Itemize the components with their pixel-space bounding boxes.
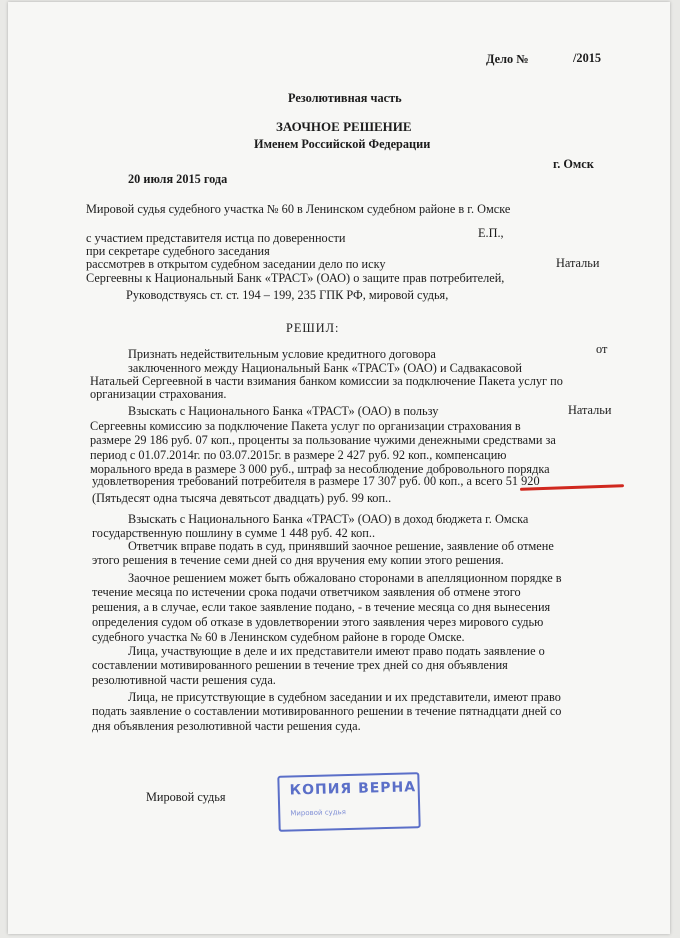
body-line: Лица, участвующие в деле и их представители имеют право подать заявление о [128,644,545,658]
body-line: с участием представителя истца по доверенности [86,231,346,245]
body-line: резолютивной части решения суда. [92,673,276,687]
body-line: от [596,342,608,356]
body-line: течение месяца по истечении срока подачи ответчиком заявления об отмене этого [92,585,521,599]
body-line: период с 01.07.2014г. по 03.07.2015г. в размере 2 427 руб. 92 коп., компенсацию [90,448,507,462]
body-line: удовлетворения требований потребителя в размере 17 307 руб. 00 коп., а всего 51 920 [92,474,540,488]
body-line: Ответчик вправе подать в суд, принявший заочное решение, заявление об отмене [128,539,554,553]
body-line: Сергеевны комиссию за подключение Пакета услуг по организации страхования в [90,419,521,433]
body-line: Натальи [556,256,600,270]
body-line: Заочное решением может быть обжаловано сторонами в апелляционном порядке в [128,571,562,585]
body-line: Руководствуясь ст. ст. 194 – 199, 235 ГПК РФ, мировой судья, [126,288,449,302]
body-line: Признать недействительным условие кредитного договора [128,347,436,361]
case-year: /2015 [573,51,602,65]
resolved-heading: РЕШИЛ: [286,321,340,335]
body-line: дня объявления резолютивной части решения суда. [92,719,361,733]
body-line: рассмотрев в открытом судебном заседании дело по иску [86,257,386,271]
body-line: подать заявление о составлении мотивированного решении в течение пятнадцати дней со [92,704,562,718]
body-line: государственную пошлину в сумме 1 448 руб. 42 коп.. [92,526,376,540]
document-city: г. Омск [553,157,594,171]
body-line: составлении мотивированного решении в течение трех дней со дня объявления [92,658,508,672]
body-line: заключенного между Национальный Банк «ТРАСТ» (ОАО) и Садвакасовой [128,361,522,375]
document-date: 20 июля 2015 года [128,172,228,186]
body-line: организации страхования. [90,387,227,401]
body-line: определения судом об отказе в удовлетворении этого заявления через мирового судью [92,615,544,629]
body-line: Натальи [568,403,612,417]
body-line: Лица, не присутствующие в судебном заседании и их представители, имеют право [128,690,561,704]
body-line: при секретаре судебного заседания [86,244,270,258]
signature-label: Мировой судья [146,790,226,804]
document-page [8,2,670,934]
body-line: Е.П., [478,226,504,240]
body-line: Мировой судья судебного участка № 60 в Ленинском судебном районе в г. Омске [86,202,511,216]
body-line: Сергеевны к Национальный Банк «ТРАСТ» (ОАО) о защите прав потребителей, [86,271,505,285]
body-line: Натальей Сергеевной в части взимания банком комиссии за подключение Пакета услуг по [90,374,563,388]
stamp-subtitle: Мировой судья [290,808,347,818]
body-line: судебного участка № 60 в Ленинском судебном районе в городе Омске. [92,630,465,644]
body-line: (Пятьдесят одна тысяча девятьсот двадцать) руб. 99 коп.. [92,491,392,505]
document-subtitle: Именем Российской Федерации [254,137,431,151]
case-number-label: Дело № [486,52,529,66]
body-line: морального вреда в размере 3 000 руб., штраф за несоблюдение добровольного порядка [90,462,550,476]
body-line: этого решения в течение семи дней со дня вручения ему копии этого решения. [92,553,504,567]
body-line: Взыскать с Национального Банка «ТРАСТ» (ОАО) в пользу [128,404,439,418]
body-line: решения, а в случае, если такое заявление подано, - в течение месяца со дня вынесения [92,600,551,614]
body-line: размере 29 186 руб. 07 коп., проценты за пользование чужими денежными средствами за [90,433,556,447]
section-title: Резолютивная часть [288,91,402,105]
copy-certified-stamp [277,772,420,832]
body-line: Взыскать с Национального Банка «ТРАСТ» (ОАО) в доход бюджета г. Омска [128,512,529,526]
document-title: ЗАОЧНОЕ РЕШЕНИЕ [276,119,412,134]
stamp-title: КОПИЯ ВЕРНА [289,779,417,799]
